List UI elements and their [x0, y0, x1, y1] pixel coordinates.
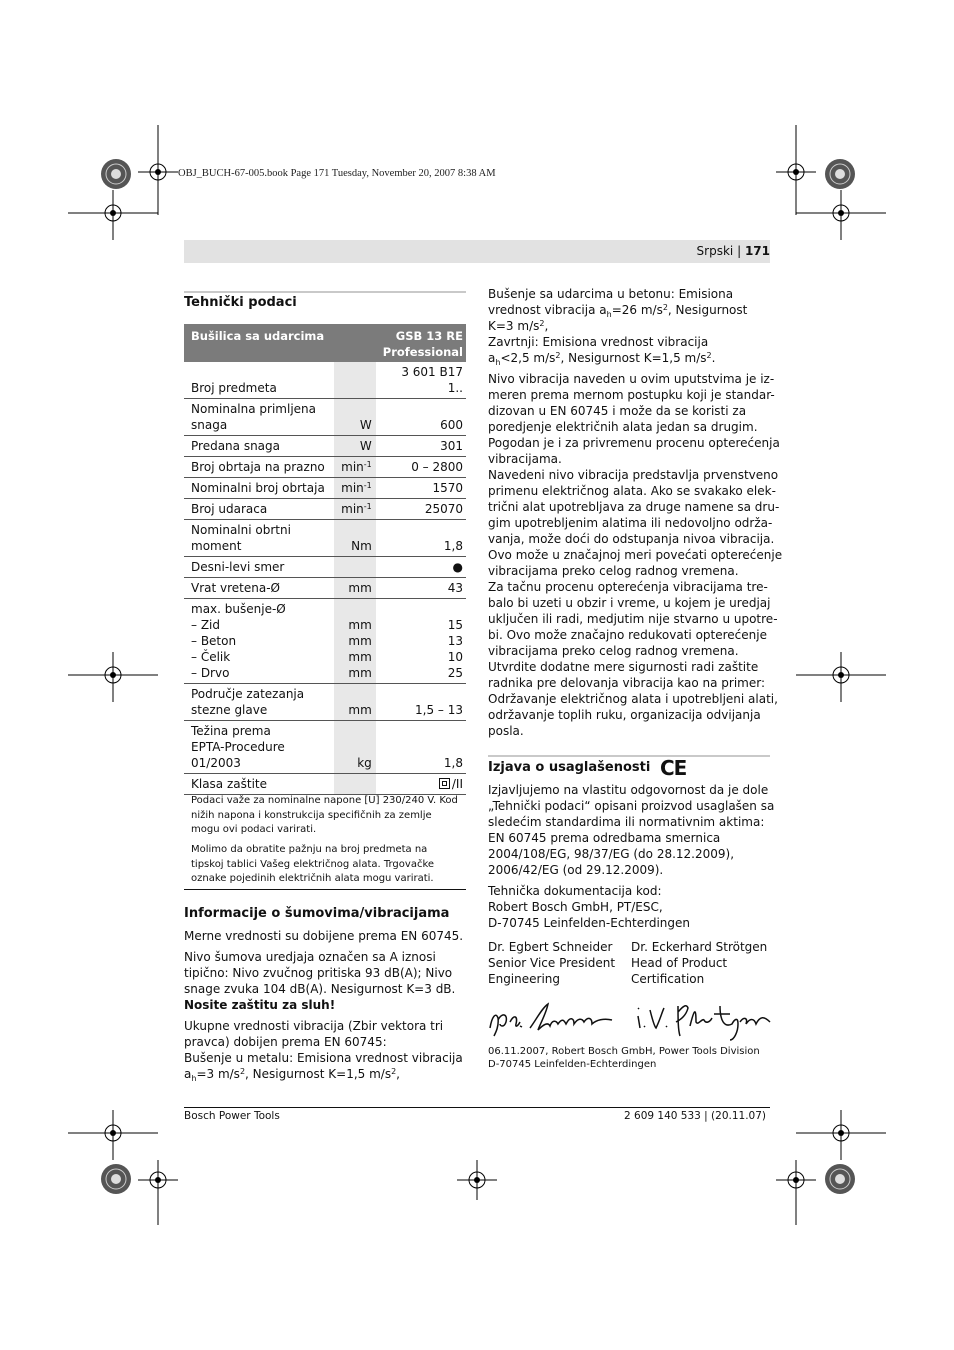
- text-line: Pogodan je i za privremenu procenu opterećenja: [488, 436, 780, 450]
- row-label: Desni-levi smer: [184, 557, 334, 578]
- note-voltage: Podaci važe za nominalne napone [U] 230/240 V. Kod nižih napona i konstrukcija specifičnih za zemlje mogu ovi podaci varirati.: [191, 795, 458, 835]
- row-value: 43: [376, 578, 466, 599]
- signatory-name: Dr. Eckerhard Strötgen: [631, 940, 768, 954]
- row-label-line: snaga: [191, 418, 228, 432]
- text-line: trični alat upotrebljava za druge namene sa dru-: [488, 500, 780, 514]
- t: =3 m/s: [196, 1067, 240, 1081]
- t: a: [488, 351, 496, 365]
- text-line: Ovo može u značajnoj meri povećati opterećenje: [488, 548, 783, 562]
- ce-mark-icon: CE: [660, 756, 687, 780]
- table-row: [184, 520, 466, 557]
- crosshair-icon: [138, 1160, 178, 1225]
- unit-text: min: [341, 460, 364, 474]
- text-line: 2004/108/EG, 98/37/EG (do 28.12.2009),: [488, 847, 735, 861]
- row-unit: [334, 499, 376, 520]
- print-info-line: OBJ_BUCH-67-005.book Page 171 Tuesday, November 20, 2007 8:38 AM: [178, 168, 496, 179]
- signature-stroetgen: [634, 996, 774, 1050]
- footer-rule: [184, 1107, 770, 1108]
- t: vrednost vibracija a: [488, 303, 607, 317]
- row-unit: [334, 457, 376, 478]
- vibration-values: [488, 286, 778, 366]
- row-label: [184, 399, 334, 436]
- row-value: 0 – 2800: [376, 457, 466, 478]
- signatory-title: Senior Vice President: [488, 956, 616, 970]
- row-label-line: Nominalna primljena: [191, 402, 316, 416]
- row-label: Broj predmeta: [184, 362, 334, 399]
- text-line: tipično: Nivo zvučnog pritiska 93 dB(A); Nivo: [184, 966, 453, 980]
- text-line: EN 60745 prema odredbama smernica: [488, 831, 721, 845]
- header-separator: |: [737, 244, 742, 258]
- text-line: bi. Ovo može značajno redukovati opterećenje: [488, 628, 767, 642]
- row-label-line: max. bušenje-Ø: [191, 602, 286, 616]
- row-value: 1,5 – 13: [376, 684, 466, 721]
- row-label-line: – Drvo: [191, 666, 230, 680]
- ear-protection-warning: Nosite zaštitu za sluh!: [184, 998, 336, 1012]
- model-line: Professional: [382, 345, 463, 359]
- text-line: 2006/42/EG (od 29.12.2009).: [488, 863, 664, 877]
- noise-p1: Merne vrednosti su dobijene prema EN 60745.: [184, 929, 464, 943]
- unit-text: mm: [348, 618, 372, 632]
- row-label-line: EPTA-Procedure: [191, 740, 285, 754]
- text-line: pravca) dobijen prema EN 60745:: [184, 1035, 387, 1049]
- unit-exponent: -1: [363, 502, 372, 511]
- footer-doc-number: 2 609 140 533 | (20.11.07): [624, 1110, 766, 1122]
- text-line: Za tačnu procenu opterećenja vibracijama tre-: [488, 580, 768, 594]
- spec-table: [184, 324, 466, 795]
- t: K=3 m/s: [488, 319, 540, 333]
- crosshair-icon: [68, 190, 158, 240]
- table-row: [184, 478, 466, 499]
- text-line: Bušenje u metalu: Emisiona vrednost vibracija: [184, 1051, 463, 1065]
- row-label-line: 01/2003: [191, 756, 241, 770]
- page-number: 171: [744, 244, 770, 258]
- row-label-line: – Zid: [191, 618, 220, 632]
- crosshair-icon: [776, 1160, 816, 1225]
- text-line: Izjavljujemo na vlastitu odgovornost da je dole: [488, 783, 769, 797]
- registration-mark-icon: [96, 154, 136, 194]
- row-label: [184, 599, 334, 684]
- text-line: dizovan u EN 60745 i može da se koristi za: [488, 404, 747, 418]
- signatory-1: [488, 939, 615, 987]
- spec-table-header: [184, 324, 466, 362]
- row-unit: [334, 557, 376, 578]
- row-unit: mm: [334, 578, 376, 599]
- value-text: 25: [447, 666, 463, 680]
- crosshair-icon: [68, 652, 158, 702]
- t: h: [495, 358, 501, 367]
- text-line: uključen ili radi, medjutim nije stvarno u upotre-: [488, 612, 778, 626]
- row-label: Vrat vretena-Ø: [184, 578, 334, 599]
- row-value: 1,8: [376, 520, 466, 557]
- table-row: [184, 557, 466, 578]
- row-value: 600: [376, 399, 466, 436]
- t: .: [711, 351, 716, 365]
- signatory-dept: Engineering: [488, 972, 560, 986]
- row-value: 25070: [376, 499, 466, 520]
- row-value: [376, 774, 466, 795]
- unit-text: min: [341, 502, 364, 516]
- t: , Nesigurnost K=1,5 m/s: [245, 1067, 392, 1081]
- unit-text: mm: [348, 666, 372, 680]
- text-line: posla.: [488, 724, 524, 738]
- row-label-line: Nominalni obrtni: [191, 523, 291, 537]
- model-name: GSB 13 RE: [395, 329, 463, 343]
- row-label: Nominalni broj obrtaja: [184, 478, 334, 499]
- row-unit: [334, 774, 376, 795]
- registration-mark-icon: [820, 154, 860, 194]
- text-line: vibracijama preko celog radnog vremena.: [488, 644, 739, 658]
- text-line: „Tehnički podaci“ opisani proizvod usaglašen sa: [488, 799, 775, 813]
- registration-mark-icon: [820, 1159, 860, 1199]
- table-row: [184, 774, 466, 795]
- text-line: meren prema mernom postupku koji je standar-: [488, 388, 775, 402]
- row-label: [184, 721, 334, 774]
- unit-exponent: -1: [363, 460, 372, 469]
- table-row: [184, 436, 466, 457]
- row-label: Broj udaraca: [184, 499, 334, 520]
- section-rule: [488, 755, 770, 757]
- text-line: [184, 1066, 474, 1082]
- text-line: gim upotrebljenim alatima ili nedovoljno održa-: [488, 516, 773, 530]
- crosshair-icon: [796, 1110, 886, 1160]
- row-unit: Nm: [334, 520, 376, 557]
- signatory-2: [631, 939, 767, 987]
- text-line: sledećim standardima ili normativnim aktima:: [488, 815, 765, 829]
- text-line: vibracijama.: [488, 452, 562, 466]
- table-row: [184, 578, 466, 599]
- text-line: [488, 350, 778, 366]
- protection-class-icon: [439, 778, 450, 789]
- spec-header-tool: Bušilica sa udarcima: [184, 324, 376, 362]
- conformity-text: [488, 782, 788, 878]
- t: a: [184, 1067, 192, 1081]
- text-line: poredjenje električnih alata jedan sa drugim.: [488, 420, 758, 434]
- row-label-line: moment: [191, 539, 242, 553]
- text-line: Bušenje sa udarcima u betonu: Emisiona: [488, 287, 734, 301]
- text-line: vibracijama preko celog radnog vremena.: [488, 564, 739, 578]
- table-row: [184, 362, 466, 399]
- text-line: [488, 318, 778, 334]
- row-unit: mm: [334, 684, 376, 721]
- row-value: 3 601 B17 1..: [376, 362, 466, 399]
- row-value-bullet: ●: [376, 557, 466, 578]
- text-line: balo bi uzeti u obzir i vreme, u kojem je uredjaj: [488, 596, 771, 610]
- text-line: Nivo šumova uredjaja označen sa A iznosi: [184, 950, 436, 964]
- vibration-explanation: [488, 371, 788, 739]
- unit-text: min: [341, 481, 364, 495]
- noise-title: Informacije o šumovima/vibracijama: [184, 906, 450, 921]
- row-label-line: – Beton: [191, 634, 237, 648]
- noise-p3: [184, 1018, 474, 1082]
- t: h: [191, 1074, 197, 1083]
- row-label: [184, 520, 334, 557]
- table-row: [184, 457, 466, 478]
- row-unit: [334, 478, 376, 499]
- declaration-date-place: [488, 1046, 760, 1071]
- text-line: 06.11.2007, Robert Bosch GmbH, Power Tools Division: [488, 1046, 760, 1057]
- t: 2: [706, 351, 712, 360]
- t: 2: [662, 303, 668, 312]
- text-line: Nivo vibracija naveden u ovim uputstvima je iz-: [488, 372, 775, 386]
- t: 2: [391, 1067, 397, 1076]
- row-unit: kg: [334, 721, 376, 774]
- crosshair-icon: [457, 1160, 497, 1200]
- row-unit: W: [334, 436, 376, 457]
- text-line: Zavrtnji: Emisiona vrednost vibracija: [488, 335, 709, 349]
- crosshair-icon: [796, 190, 886, 240]
- t: ,: [544, 319, 549, 333]
- row-value: 1,8: [376, 721, 466, 774]
- unit-text: mm: [348, 650, 372, 664]
- crosshair-icon: [68, 1110, 158, 1160]
- row-label-line: – Čelik: [191, 650, 231, 664]
- value-text: 13: [447, 634, 463, 648]
- text-line: vanja, može doći do odstupanja nivoa vibracija.: [488, 532, 775, 546]
- text-line: D-70745 Leinfelden-Echterdingen: [488, 916, 690, 930]
- text-line: Navedeni nivo vibracija predstavlja prvenstveno: [488, 468, 779, 482]
- t: 2: [539, 319, 545, 328]
- row-value: [376, 599, 466, 684]
- row-label: Klasa zaštite: [184, 774, 334, 795]
- table-row: [184, 499, 466, 520]
- row-label-line: stezne glave: [191, 703, 268, 717]
- signature-schneider: [486, 998, 621, 1044]
- section-rule: [184, 291, 466, 293]
- row-label-line: Područje zatezanja: [191, 687, 305, 701]
- unit-text: mm: [348, 634, 372, 648]
- row-value: 1570: [376, 478, 466, 499]
- table-bottom-rule: [184, 889, 466, 890]
- signatory-name: Dr. Egbert Schneider: [488, 940, 613, 954]
- row-label-line: Težina prema: [191, 724, 271, 738]
- page-header-bar: [184, 240, 770, 263]
- table-row: [184, 399, 466, 436]
- header-language: Srpski: [696, 244, 734, 258]
- t: , Nesigurnost: [667, 303, 748, 317]
- protection-class-text: /II: [451, 777, 463, 791]
- registration-mark-icon: [96, 1159, 136, 1199]
- technical-documentation: [488, 883, 788, 931]
- row-label: Predana snaga: [184, 436, 334, 457]
- conformity-title: Izjava o usaglašenosti: [488, 760, 651, 775]
- text-line: održavanje toplih ruku, organizacija odvijanja: [488, 708, 761, 722]
- table-row: [184, 721, 466, 774]
- row-unit: [334, 599, 376, 684]
- spec-header-model: [376, 324, 466, 362]
- signatory-title: Head of Product: [631, 956, 728, 970]
- row-value: 301: [376, 436, 466, 457]
- table-row: [184, 684, 466, 721]
- text-line: Tehnička dokumentacija kod:: [488, 884, 662, 898]
- text-line: Održavanje električnog alata i upotrebljeni alati,: [488, 692, 778, 706]
- value-text: 10: [447, 650, 463, 664]
- t: , Nesigurnost K=1,5 m/s: [560, 351, 707, 365]
- text-line: D-70745 Leinfelden-Echterdingen: [488, 1058, 657, 1070]
- noise-p2: [184, 949, 474, 1013]
- page-header: [697, 244, 770, 258]
- text-line: radnika pre delovanja vibracija kao na primer:: [488, 676, 765, 690]
- row-label: Broj obrtaja na prazno: [184, 457, 334, 478]
- text-line: Robert Bosch GmbH, PT/ESC,: [488, 900, 663, 914]
- text-line: primenu električnog alata. Ako se svakako elek-: [488, 484, 776, 498]
- tech-data-title: Tehnički podaci: [184, 295, 297, 310]
- signatory-dept: Certification: [631, 972, 705, 986]
- crosshair-icon: [796, 652, 886, 702]
- text-line: Ukupne vrednosti vibracija (Zbir vektora tri: [184, 1019, 444, 1033]
- value-text: 15: [447, 618, 463, 632]
- text-line: [488, 302, 778, 318]
- unit-exponent: -1: [363, 481, 372, 490]
- t: 2: [555, 351, 561, 360]
- row-unit: [334, 362, 376, 399]
- t: =26 m/s: [611, 303, 663, 317]
- note-part-number: Molimo da obratite pažnju na broj predmeta na tipskoj tablici Vašeg električnog alata. Trgovačke oznake pojedinih električnih alata mogu varirati.: [191, 844, 435, 884]
- footer-brand: Bosch Power Tools: [184, 1110, 280, 1122]
- t: 2: [239, 1067, 246, 1076]
- row-unit: W: [334, 399, 376, 436]
- text-line: snage zvuka 104 dB(A). Nesigurnost K=3 dB.: [184, 982, 456, 996]
- row-label: [184, 684, 334, 721]
- table-row: [184, 599, 466, 684]
- t: h: [606, 310, 612, 319]
- t: <2,5 m/s: [500, 351, 556, 365]
- text-line: Utvrdite dodatne mere sigurnosti radi zaštite: [488, 660, 759, 674]
- t: ,: [396, 1067, 400, 1081]
